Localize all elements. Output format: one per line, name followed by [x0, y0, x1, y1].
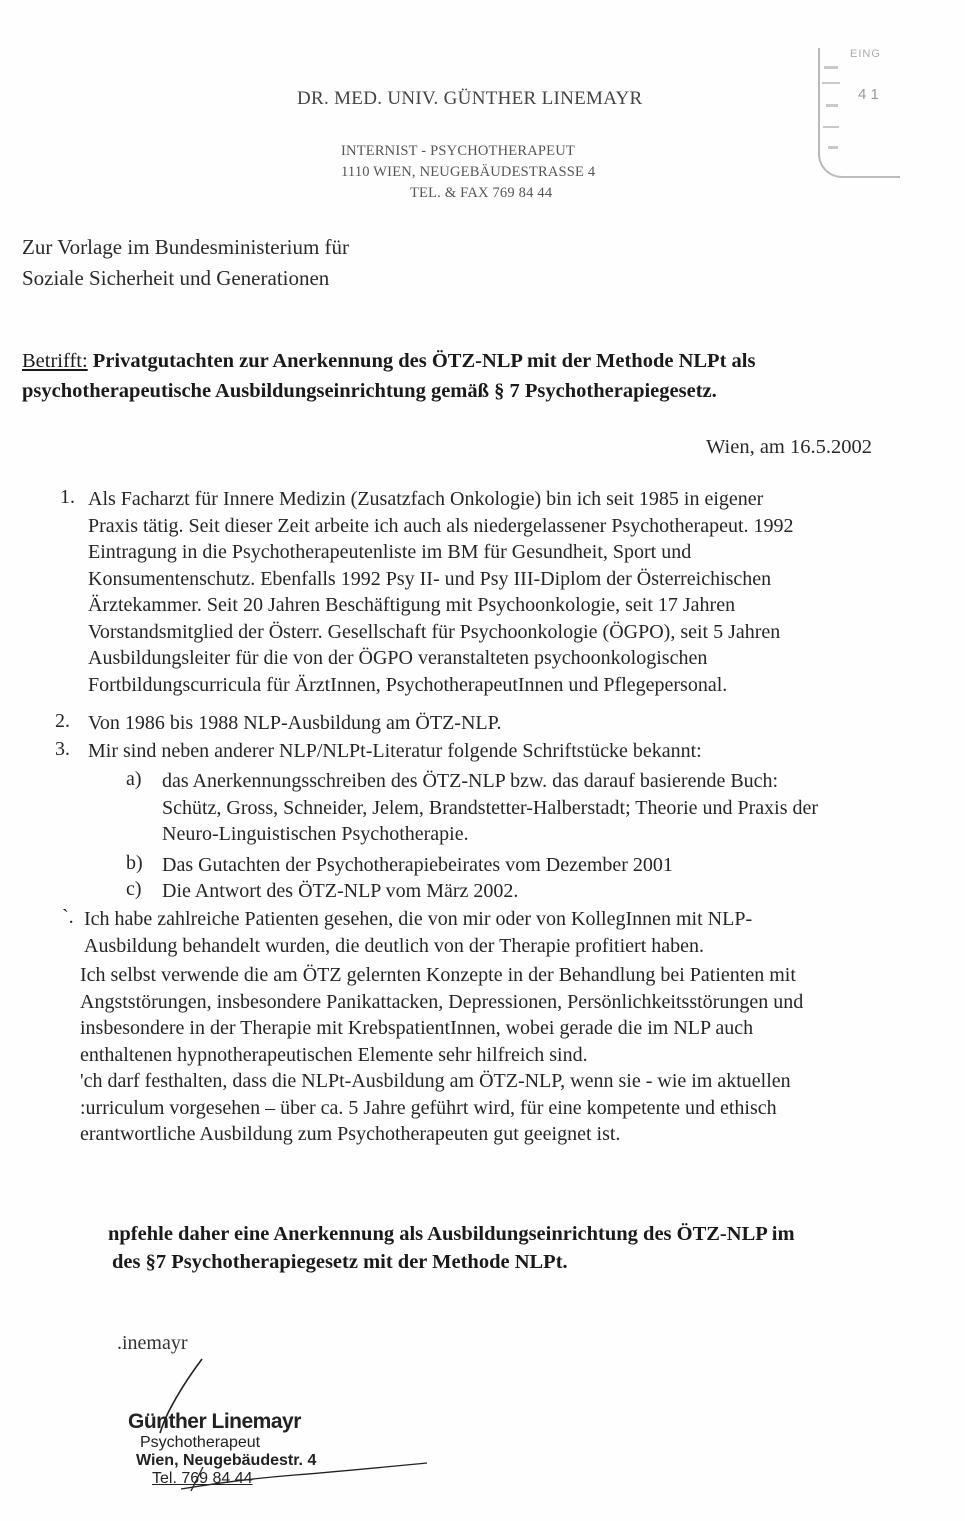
- date-line: Wien, am 16.5.2002: [706, 436, 872, 458]
- recommendation-line: npfehle daher eine Anerkennung als Ausbildungseinrichtung des ÖTZ-NLP im: [108, 1223, 795, 1245]
- text-line: Eintragung in die Psychotherapeutenliste im BM für Gesundheit, Sport und: [88, 541, 692, 563]
- subject-block: [22, 346, 755, 406]
- subitem-label: c): [126, 878, 142, 900]
- text-line: Ausbildung behandelt wurden, die deutlich von der Therapie profitiert haben.: [84, 934, 704, 957]
- text-line: Das Gutachten der Psychotherapiebeirates vom Dezember 2001: [162, 854, 673, 876]
- item-2-text: [88, 710, 502, 737]
- text-line: Schütz, Gross, Schneider, Jelem, Brandstetter-Halberstadt; Theorie und Praxis der: [162, 796, 819, 819]
- text-line: enthaltenen hypnotherapeutischen Elemente sehr hilfreich sind.: [80, 1043, 588, 1066]
- subitem-label: b): [126, 852, 143, 874]
- text-line: insbesondere in der Therapie mit KrebspatientInnen, wobei gerade die im NLP auch: [80, 1017, 754, 1039]
- stamp-address: Wien, Neugebäudestr. 4: [136, 1452, 317, 1469]
- subject-label: Betrifft:: [22, 350, 88, 372]
- text-line: 'ch darf festhalten, dass die NLPt-Ausbildung am ÖTZ-NLP, wenn sie - wie im aktuellen: [80, 1070, 791, 1092]
- text-line: Konsumentenschutz. Ebenfalls 1992 Psy II- und Psy III-Diplom der Österreichischen: [88, 567, 772, 590]
- item-1-text: [88, 486, 794, 698]
- item-4-text-continued: [80, 962, 803, 1148]
- letterhead-name: DR. MED. UNIV. GÜNTHER LINEMAYR: [297, 88, 643, 109]
- recipient-block: [22, 232, 349, 294]
- subitem-label: a): [126, 768, 142, 790]
- text-line: Von 1986 bis 1988 NLP-Ausbildung am ÖTZ-NLP.: [88, 712, 502, 734]
- text-line: Vorstandsmitglied der Österr. Gesellschaft für Psychoonkologie (ÖGPO), seit 5 Jahren: [88, 620, 781, 643]
- text-line: Als Facharzt für Innere Medizin (Zusatzfach Onkologie) bin ich seit 1985 in eigener: [88, 488, 764, 510]
- signature-underline: [175, 1445, 435, 1495]
- text-line: Ich habe zahlreiche Patienten gesehen, die von mir oder von KollegInnen mit NLP-: [84, 908, 753, 930]
- item-3-text: [88, 738, 702, 765]
- subitem-b-text: [162, 852, 673, 879]
- letterhead-address: 1110 WIEN, NEUGEBÄUDESTRASSE 4: [341, 164, 596, 180]
- letterhead-phone: TEL. & FAX 769 84 44: [410, 185, 553, 201]
- text-line: erantwortliche Ausbildung zum Psychotherapeuten gut geeignet ist.: [80, 1123, 621, 1145]
- item-4-text: [84, 906, 752, 959]
- text-line: Ärztekammer. Seit 20 Jahren Beschäftigung mit Psychoonkologie, seit 17 Jahren: [88, 594, 736, 616]
- text-line: Angststörungen, insbesondere Panikattacken, Depressionen, Persönlichkeitsstörungen und: [80, 990, 804, 1013]
- item-number: 3.: [55, 738, 70, 760]
- text-line: Praxis tätig. Seit dieser Zeit arbeite ich auch als niedergelassener Psychotherapeut. 1992: [88, 514, 794, 537]
- receipt-stamp: [818, 48, 900, 178]
- subitem-c-text: [162, 878, 518, 905]
- subject-line: psychotherapeutische Ausbildungseinrichtung gemäß § 7 Psychotherapiegesetz.: [22, 380, 717, 402]
- recipient-line: Soziale Sicherheit und Generationen: [22, 266, 330, 290]
- item-number: 2.: [55, 710, 70, 732]
- item-number: `.: [62, 906, 74, 928]
- signature-typed-name: .inemayr: [117, 1332, 188, 1354]
- stamp-name: Günther Linemayr: [128, 1410, 301, 1433]
- text-line: das Anerkennungsschreiben des ÖTZ-NLP bzw. das darauf basierende Buch:: [162, 770, 779, 792]
- recipient-line: Zur Vorlage im Bundesministerium für: [22, 235, 350, 259]
- stamp-title: Psychotherapeut: [140, 1434, 261, 1451]
- subject-line: Privatgutachten zur Anerkennung des ÖTZ-NLP mit der Methode NLPt als: [92, 350, 756, 372]
- stamp-number: 4 1: [858, 86, 879, 103]
- letterhead-profession: INTERNIST - PSYCHOTHERAPEUT: [341, 143, 575, 159]
- recommendation-block: [108, 1220, 795, 1276]
- recommendation-line: des §7 Psychotherapiegesetz mit der Methode NLPt.: [112, 1251, 568, 1273]
- text-line: Ich selbst verwende die am ÖTZ gelernten Konzepte in der Behandlung bei Patienten mit: [80, 964, 796, 986]
- stamp-phone: Tel. 769 84 44: [152, 1470, 253, 1487]
- text-line: Ausbildungsleiter für die von der ÖGPO veranstalteten psychoonkologischen: [88, 647, 708, 669]
- text-line: Fortbildungscurricula für ÄrztInnen, PsychotherapeutInnen und Pflegepersonal.: [88, 673, 728, 696]
- text-line: :urriculum vorgesehen – über ca. 5 Jahre geführt wird, für eine kompetente und ethisch: [80, 1096, 777, 1119]
- stamp-label: EING: [850, 48, 881, 60]
- text-line: Neuro-Linguistischen Psychotherapie.: [162, 823, 469, 845]
- text-line: Mir sind neben anderer NLP/NLPt-Literatur folgende Schriftstücke bekannt:: [88, 740, 702, 762]
- subitem-a-text: [162, 768, 818, 848]
- text-line: Die Antwort des ÖTZ-NLP vom März 2002.: [162, 880, 519, 902]
- item-number: 1.: [60, 486, 75, 508]
